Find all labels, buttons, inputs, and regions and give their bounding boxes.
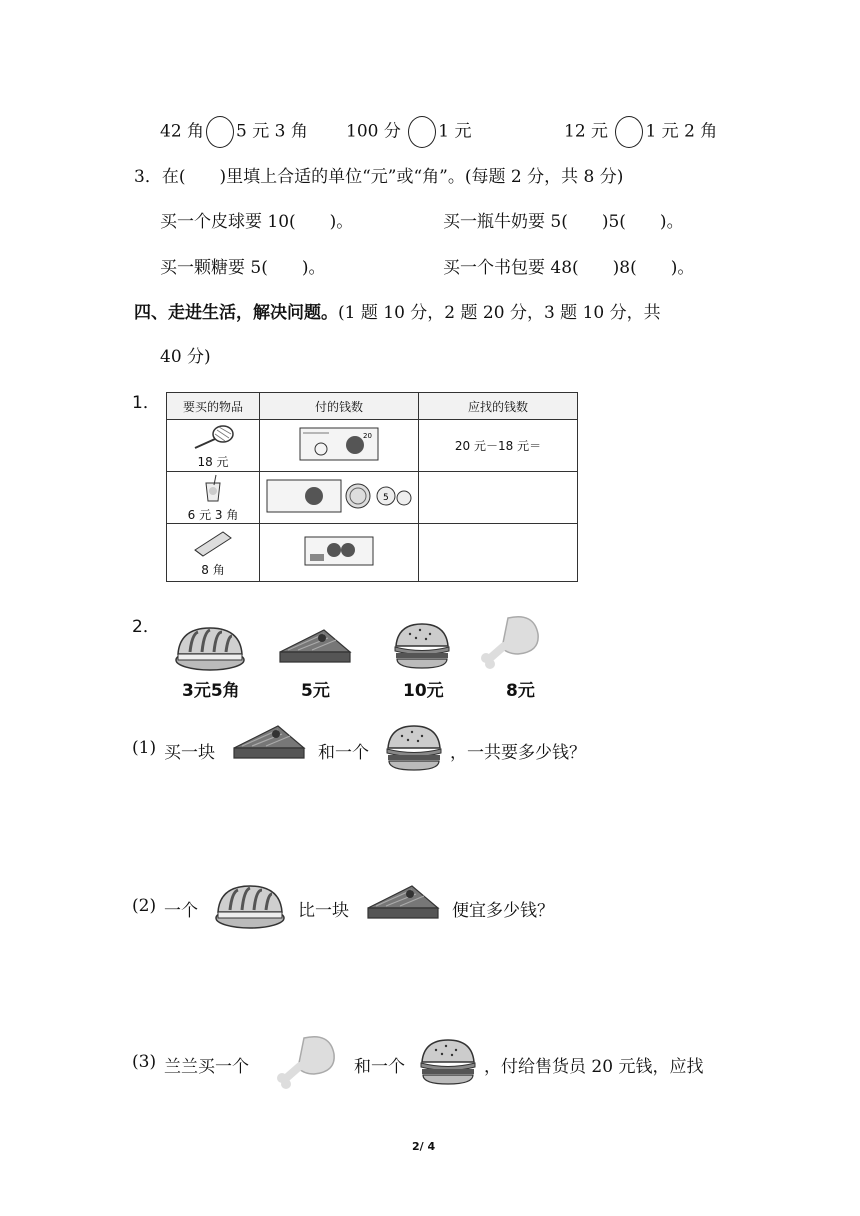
p2-q1-num: (1) xyxy=(132,738,157,758)
drumstick-icon xyxy=(274,1032,340,1090)
p1-number: 1． xyxy=(132,393,160,413)
compare-c-right: 1 元 2 角 xyxy=(645,121,718,142)
row-3-price: 8 角 xyxy=(201,562,225,577)
header-item: 要买的物品 xyxy=(167,393,260,420)
drumstick-icon xyxy=(478,612,544,670)
p2-q2-text-a: 一个 xyxy=(164,901,198,921)
money-table xyxy=(166,392,578,582)
compare-a-left: 42 角 xyxy=(160,121,205,142)
table-row-1-paid xyxy=(260,420,419,472)
svg-text:5: 5 xyxy=(383,493,389,503)
banknote-and-coins-icon xyxy=(266,478,412,514)
q3-item-1: 买一个皮球要 10( )。 xyxy=(160,212,354,232)
q3-title: 3．在( )里填上合适的单位“元”或“角”。(每题 2 分，共 8 分) xyxy=(134,167,624,187)
q3-item-2: 买一瓶牛奶要 5( )5( )。 xyxy=(443,212,684,232)
table-row-3-item xyxy=(167,524,260,582)
cake-slice-icon xyxy=(232,722,308,770)
row-2-price: 6 元 3 角 xyxy=(187,507,239,522)
p2-q1-text-c: ，一共要多少钱？ xyxy=(450,743,586,763)
row-1-price: 18 元 xyxy=(197,454,229,469)
cake-slice-icon xyxy=(366,882,442,930)
q3-item-4: 买一个书包要 48( )8( )。 xyxy=(443,258,695,278)
table-row-2-item xyxy=(167,472,260,524)
p2-q3-text-a: 兰兰买一个 xyxy=(164,1057,249,1077)
section4-title xyxy=(134,298,661,323)
compare-circle-a xyxy=(206,116,234,148)
price-cake: 5元 xyxy=(301,681,330,701)
table-row-3-change xyxy=(419,524,578,582)
bread-icon xyxy=(214,882,286,930)
burger-icon xyxy=(384,724,444,774)
badminton-racket-icon xyxy=(191,422,235,450)
price-burger: 10元 xyxy=(403,681,444,701)
p2-q2-text-c: 便宜多少钱？ xyxy=(452,901,554,921)
compare-c-left: 12 元 xyxy=(564,121,609,142)
burger-icon xyxy=(418,1038,478,1088)
table-row-1-item xyxy=(167,420,260,472)
p2-q3-num: (3) xyxy=(132,1052,157,1072)
p2-q2-num: (2) xyxy=(132,896,157,916)
header-paid: 付的钱数 xyxy=(260,393,419,420)
header-change: 应找的钱数 xyxy=(419,393,578,420)
section4-title-line2: 40 分) xyxy=(160,347,211,367)
table-row-2-change xyxy=(419,472,578,524)
p2-q3-text-b: 和一个 xyxy=(354,1057,405,1077)
p2-number: 2． xyxy=(132,617,160,637)
svg-text:20: 20 xyxy=(363,432,372,440)
table-row-2-paid xyxy=(260,472,419,524)
p2-q1-text-b: 和一个 xyxy=(318,743,369,763)
cake-slice-icon xyxy=(278,626,352,666)
compare-a-right: 5 元 3 角 xyxy=(236,121,308,142)
compare-row xyxy=(160,116,308,148)
compare-b xyxy=(346,116,472,148)
section4-title-bold: 四、走进生活，解决问题。 xyxy=(134,303,338,323)
banknote-1-yuan-icon xyxy=(304,536,374,566)
eraser-icon xyxy=(191,528,235,558)
table-row-1-change: 20 元－18 元＝ xyxy=(419,420,578,472)
compare-b-left: 100 分 xyxy=(346,121,401,142)
p2-q2-text-b: 比一块 xyxy=(298,901,349,921)
price-bread: 3元5角 xyxy=(182,681,240,701)
q3-item-3: 买一颗糖要 5( )。 xyxy=(160,258,326,278)
page-number: 2/ 4 xyxy=(412,1140,436,1153)
compare-circle-b xyxy=(408,116,436,148)
p2-q1-text-a: 买一块 xyxy=(164,743,215,763)
compare-c xyxy=(564,116,717,148)
burger-icon xyxy=(392,622,452,672)
price-drumstick: 8元 xyxy=(506,681,535,701)
p2-q3-text-c: ，付给售货员 20 元钱，应找 xyxy=(484,1057,704,1077)
table-row-3-paid xyxy=(260,524,419,582)
banknote-20-icon xyxy=(299,427,379,461)
drink-cup-icon xyxy=(198,473,228,503)
bread-icon xyxy=(174,624,246,672)
section4-title-rest: (1 题 10 分，2 题 20 分，3 题 10 分，共 xyxy=(338,303,661,323)
compare-circle-c xyxy=(615,116,643,148)
compare-b-right: 1 元 xyxy=(438,121,472,142)
